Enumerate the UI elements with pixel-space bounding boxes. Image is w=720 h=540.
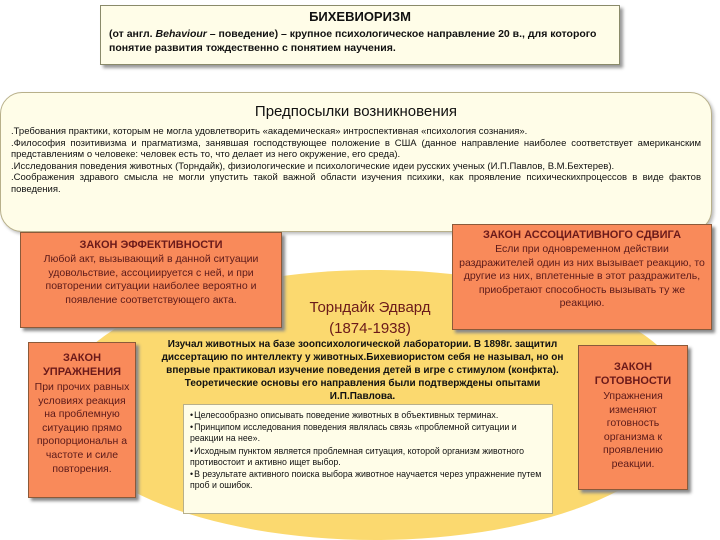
principles-list xyxy=(190,410,546,491)
subtitle-term: Behaviour xyxy=(155,28,207,40)
prerequisites-box xyxy=(0,92,712,232)
law-association-text: Если при одновременном действии раздражителей один из них вызывает реакцию, то другие из них, вплетенные в этот раздражитель, приобретают способность вызывать ту же реакцию. xyxy=(459,243,705,310)
thorndike-years: (1874-1938) xyxy=(329,320,411,337)
list-item: • В результате активного поиска выбора животное научается через упражнение путем проб и ошибок. xyxy=(190,469,546,491)
list-item: • Целесообразно описывать поведение животных в объективных терминах. xyxy=(190,410,546,421)
law-exercise-box xyxy=(28,342,136,498)
list-item: • Принципом исследования поведения являлась связь «проблемной ситуации и реакции на нее». xyxy=(190,422,546,444)
title-box xyxy=(100,5,620,65)
principles-box xyxy=(183,404,553,514)
prerequisite-item: .Соображения здравого смысла не могли упустить такой важной области изучения психики, как проявление психическихпроцессов в виде фактов поведения. xyxy=(11,172,701,195)
prerequisite-item: .Философия позитивизма и прагматизма, занявшая господствующее положение в США (данное направление наиболее соответствует американским представлениям о человеке: человек есть то, что делает из него окружение, его среда). xyxy=(11,137,701,161)
page-title: БИХЕВИОРИЗМ xyxy=(309,9,411,24)
law-exercise-text: При прочих равных условиях реакция на проблемную ситуацию прямо пропорциональн а частоте и силе повторения. xyxy=(34,381,130,475)
subtitle-prefix: (от англ. xyxy=(109,28,156,40)
law-readiness-text: Упражнения изменяют готовность организма к проявлению реакции. xyxy=(603,390,663,470)
law-association-title: ЗАКОН АССОЦИАТИВНОГО СДВИГА xyxy=(482,229,682,241)
thorndike-label xyxy=(300,297,440,339)
law-readiness-box xyxy=(578,345,688,490)
thorndike-biography: Изучал животных на базе зоопсихологической лаборатории. В 1898г. защитил диссертацию по интеллекту у животных.Бихевиористом себя не называл, но он впервые практиковал изучение поведения детей в игре с стимулом (конфкта). Теоретические основы его направления были подтверждены опытами И.П.Павлова. xyxy=(161,339,564,402)
law-effect-title: ЗАКОН ЭФФЕКТИВНОСТИ xyxy=(79,239,223,251)
list-item: • Исходным пунктом является проблемная ситуация, которой организм животного противостоит и активно ищет выбор. xyxy=(190,446,546,468)
law-effect-text: Любой акт, вызывающий в данной ситуации удовольствие, ассоциируется с ней, и при повторении ситуации наиболее вероятно и появление соответствующего акта. xyxy=(43,253,259,306)
prerequisite-item: .Требования практики, которым не могла удовлетворить «академическая» интроспективная «психология сознания». xyxy=(11,126,528,137)
law-readiness-title: ЗАКОН ГОТОВНОСТИ xyxy=(594,361,672,387)
prerequisites-heading: Предпосылки возникновения xyxy=(254,103,458,120)
prerequisite-item: .Исследования поведения животных (Торндайк), физиологические и психологические идеи русских ученых (И.П.Павлов, В.М.Бехтерев). xyxy=(11,160,615,172)
law-effect-box xyxy=(20,232,282,328)
law-exercise-title: ЗАКОН УПРАЖНЕНИЯ xyxy=(42,352,122,378)
subtitle-rest: – поведение) – крупное психологическое направление 20 в., для которого понятие развития тождественно с понятием научения. xyxy=(109,28,597,54)
title-subtitle xyxy=(109,27,611,55)
law-association-box xyxy=(452,224,712,330)
thorndike-name: Торндайк Эдвард xyxy=(309,299,431,316)
